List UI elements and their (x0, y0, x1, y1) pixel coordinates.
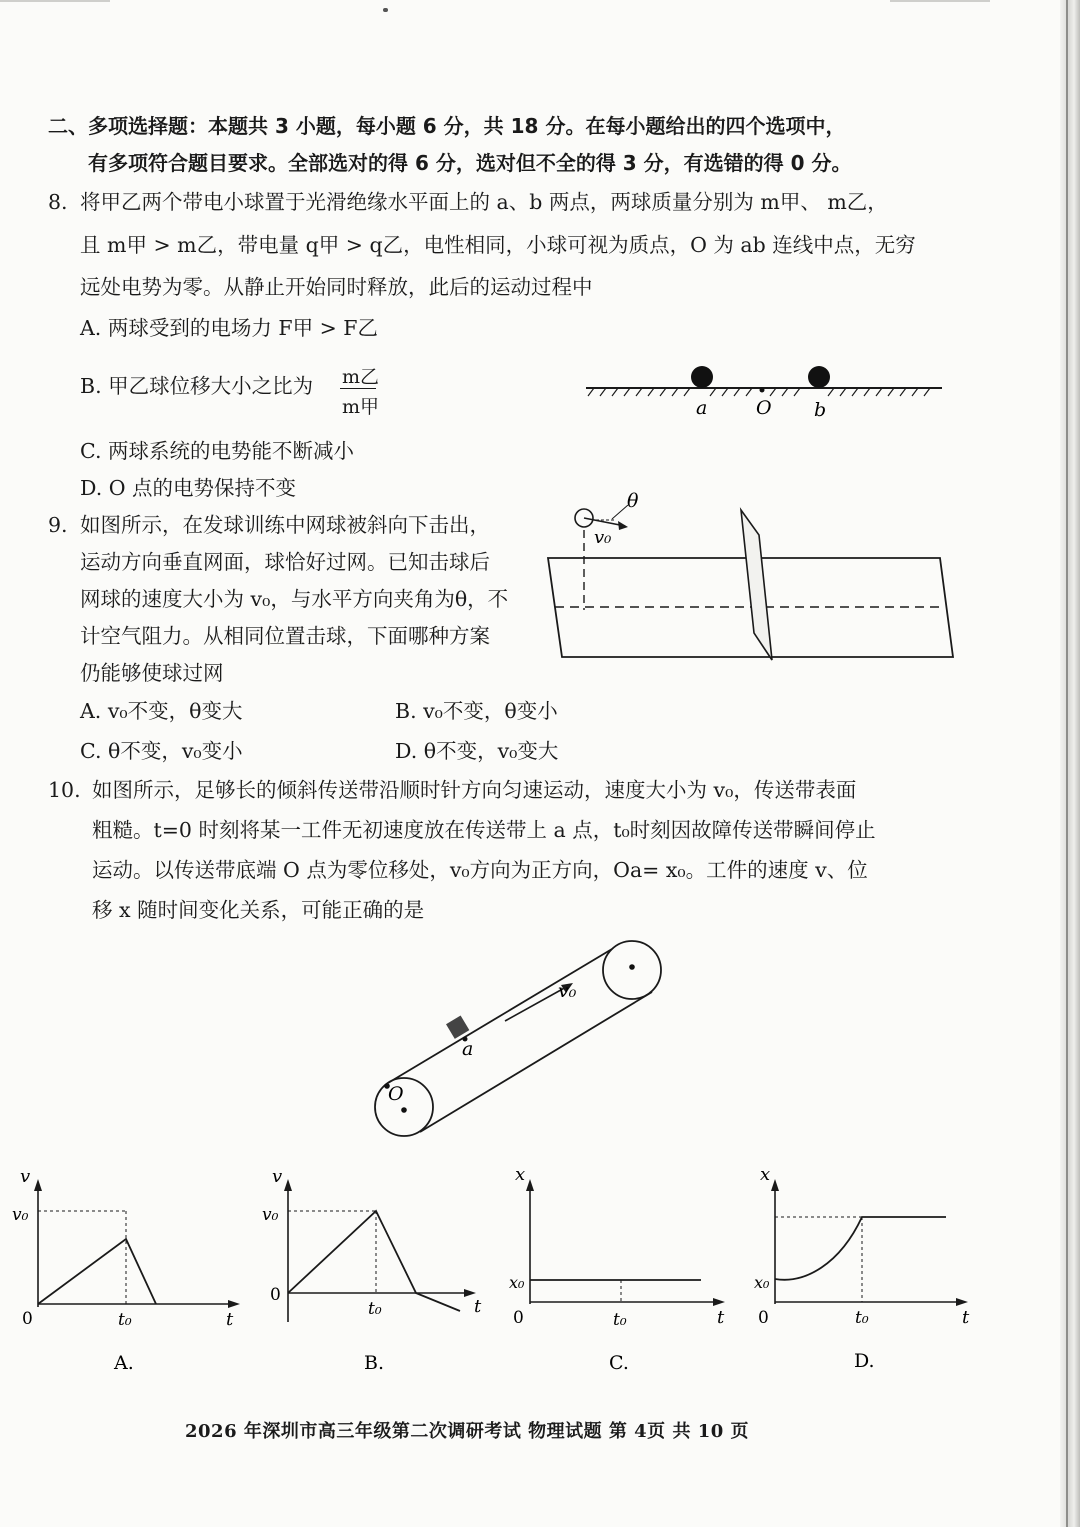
q9-stem-line1: 如图所示，在发球训练中网球被斜向下击出， (80, 513, 490, 537)
scan-edge (1060, 0, 1080, 1527)
graph-d-x-arrowhead (956, 1298, 968, 1306)
q8-stem-line2: 且 m甲 > m乙，带电量 q甲 > q乙，电性相同，小球可视为质点，O 为 ab 连线中点，无穷 (80, 233, 916, 257)
q10-graph-a (10, 1162, 250, 1377)
graph-c-y-label: x (515, 1164, 526, 1185)
q10-top-axle (629, 964, 635, 970)
q9-stem-line3: 网球的速度大小为 v₀，与水平方向夹角为θ，不 (80, 587, 509, 611)
q8-option-d: D. O 点的电势保持不变 (80, 476, 297, 500)
graph-d-x-label: t (962, 1307, 970, 1328)
q9-velocity-arrowhead (618, 521, 628, 530)
graph-c-x-label: t (717, 1307, 725, 1328)
graph-d-y-label: x (760, 1164, 771, 1185)
graph-d-option-label: D. (854, 1350, 875, 1372)
graph-c-y-arrowhead (526, 1179, 534, 1191)
q9-angle-pointer (612, 505, 628, 519)
graph-d-x0-tick: x₀ (754, 1273, 770, 1292)
graph-c-x-arrowhead (713, 1298, 725, 1306)
graph-b-origin: 0 (270, 1285, 281, 1305)
q8-ground-hatching (588, 388, 930, 396)
q8-fraction-denominator: m甲 (342, 396, 380, 418)
graph-a-y-arrowhead (34, 1179, 42, 1191)
q10-stem-line4: 移 x 随时间变化关系，可能正确的是 (92, 898, 425, 922)
q8-number: 8. (48, 190, 68, 214)
graph-b-x-label: t (474, 1296, 482, 1317)
q10-stem-line2: 粗糙。t=0 时刻将某一工件无初速度放在传送带上 a 点，t₀时刻因故障传送带瞬间停止 (92, 818, 876, 842)
graph-b-v0-tick: v₀ (262, 1205, 279, 1225)
graph-a-y-label: v (20, 1166, 31, 1187)
page-footer: 2026 年深圳市高三年级第二次调研考试 物理试题 第 4页 共 10 页 (185, 1421, 750, 1442)
scan-top-line-right (890, 0, 990, 2)
q10-number: 10. (48, 778, 81, 802)
q8-label-o: O (756, 397, 772, 419)
graph-c-t0-tick: t₀ (613, 1310, 627, 1330)
graph-b-curve (288, 1211, 460, 1311)
q10-graph-c (505, 1162, 740, 1377)
graph-b-option-label: B. (364, 1352, 385, 1374)
q10-belt-bottom (420, 992, 652, 1132)
q10-stem-line3: 运动。以传送带底端 O 点为零位移处，v₀方向为正方向，Oa= x₀。工件的速度 v、位 (92, 858, 868, 882)
scan-edge-line (1066, 0, 1068, 1527)
q10-v0-label: v₀ (558, 980, 577, 1002)
q9-theta-label: θ (627, 490, 639, 512)
section-heading-line2: 有多项符合题目要求。全部选对的得 6 分，选对但不全的得 3 分，有选错的得 0 分。 (88, 151, 852, 175)
q9-v0-label: v₀ (594, 527, 612, 548)
graph-b-t0-tick: t₀ (368, 1299, 382, 1319)
q8-option-b: B. 甲乙球位移大小之比为 (80, 374, 314, 398)
q9-figure (540, 485, 965, 675)
q10-label-a: a (462, 1038, 474, 1060)
q9-option-c: C. θ不变，v₀变小 (80, 739, 243, 763)
graph-d-t0-tick: t₀ (855, 1308, 869, 1328)
graph-b-y-arrowhead (284, 1179, 292, 1191)
scan-speck (383, 8, 388, 12)
scan-top-line-left (0, 0, 110, 2)
graph-a-option-label: A. (114, 1352, 134, 1374)
graph-c-x0-tick: x₀ (509, 1273, 525, 1292)
graph-d-curve (775, 1217, 946, 1280)
q9-stem-line4: 计空气阻力。从相同位置击球，下面哪种方案 (80, 624, 490, 648)
q9-number: 9. (48, 513, 68, 537)
graph-d-y-arrowhead (771, 1179, 779, 1191)
q10-belt-top (388, 949, 612, 1083)
q8-ball-b (808, 366, 830, 388)
q8-label-a: a (696, 397, 708, 419)
q8-figure (580, 360, 950, 430)
q8-label-b: b (814, 399, 827, 421)
q10-graph-d (750, 1162, 985, 1377)
graph-d-origin: 0 (758, 1308, 769, 1328)
q9-option-b: B. v₀不变，θ变小 (395, 699, 558, 723)
q9-stem-line5: 仍能够使球过网 (80, 661, 224, 685)
q9-stem-line2: 运动方向垂直网面，球恰好过网。已知击球后 (80, 550, 490, 574)
q9-net (741, 510, 772, 660)
graph-a-origin: 0 (22, 1309, 33, 1329)
q8-ball-a (691, 366, 713, 388)
graph-a-x-label: t (226, 1309, 234, 1330)
graph-b-y-label: v (272, 1166, 283, 1187)
graph-c-origin: 0 (513, 1308, 524, 1328)
q10-label-o: O (388, 1083, 404, 1105)
q10-conveyor-figure (360, 930, 680, 1145)
q8-option-a: A. 两球受到的电场力 F甲 > F乙 (80, 316, 379, 340)
graph-c-option-label: C. (609, 1352, 629, 1374)
q10-bottom-axle (401, 1107, 407, 1113)
q10-workpiece (446, 1016, 469, 1039)
graph-a-curve (38, 1239, 156, 1304)
q8-stem-line3: 远处电势为零。从静止开始同时释放，此后的运动过程中 (80, 275, 593, 299)
q8-stem-line1: 将甲乙两个带电小球置于光滑绝缘水平面上的 a、b 两点，两球质量分别为 m甲、 m乙， (80, 190, 888, 214)
q8-fraction-numerator: m乙 (342, 366, 380, 388)
q10-stem-line1: 如图所示，足够长的倾斜传送带沿顺时针方向匀速运动，速度大小为 v₀，传送带表面 (92, 778, 857, 802)
q8-midpoint-dot (760, 388, 765, 393)
graph-a-x-arrowhead (228, 1300, 240, 1308)
q8-option-c: C. 两球系统的电势能不断减小 (80, 439, 354, 463)
q9-option-d: D. θ不变，v₀变大 (395, 739, 559, 763)
q9-option-a: A. v₀不变，θ变大 (80, 699, 243, 723)
graph-a-v0-tick: v₀ (12, 1205, 29, 1225)
q10-graph-b (260, 1162, 500, 1377)
graph-a-t0-tick: t₀ (118, 1310, 132, 1330)
q8-fraction-bar (340, 388, 376, 389)
q10-bottom-roller (375, 1078, 433, 1136)
section-heading-line1: 二、多项选择题：本题共 3 小题，每小题 6 分，共 18 分。在每小题给出的四个选项中， (48, 114, 846, 138)
